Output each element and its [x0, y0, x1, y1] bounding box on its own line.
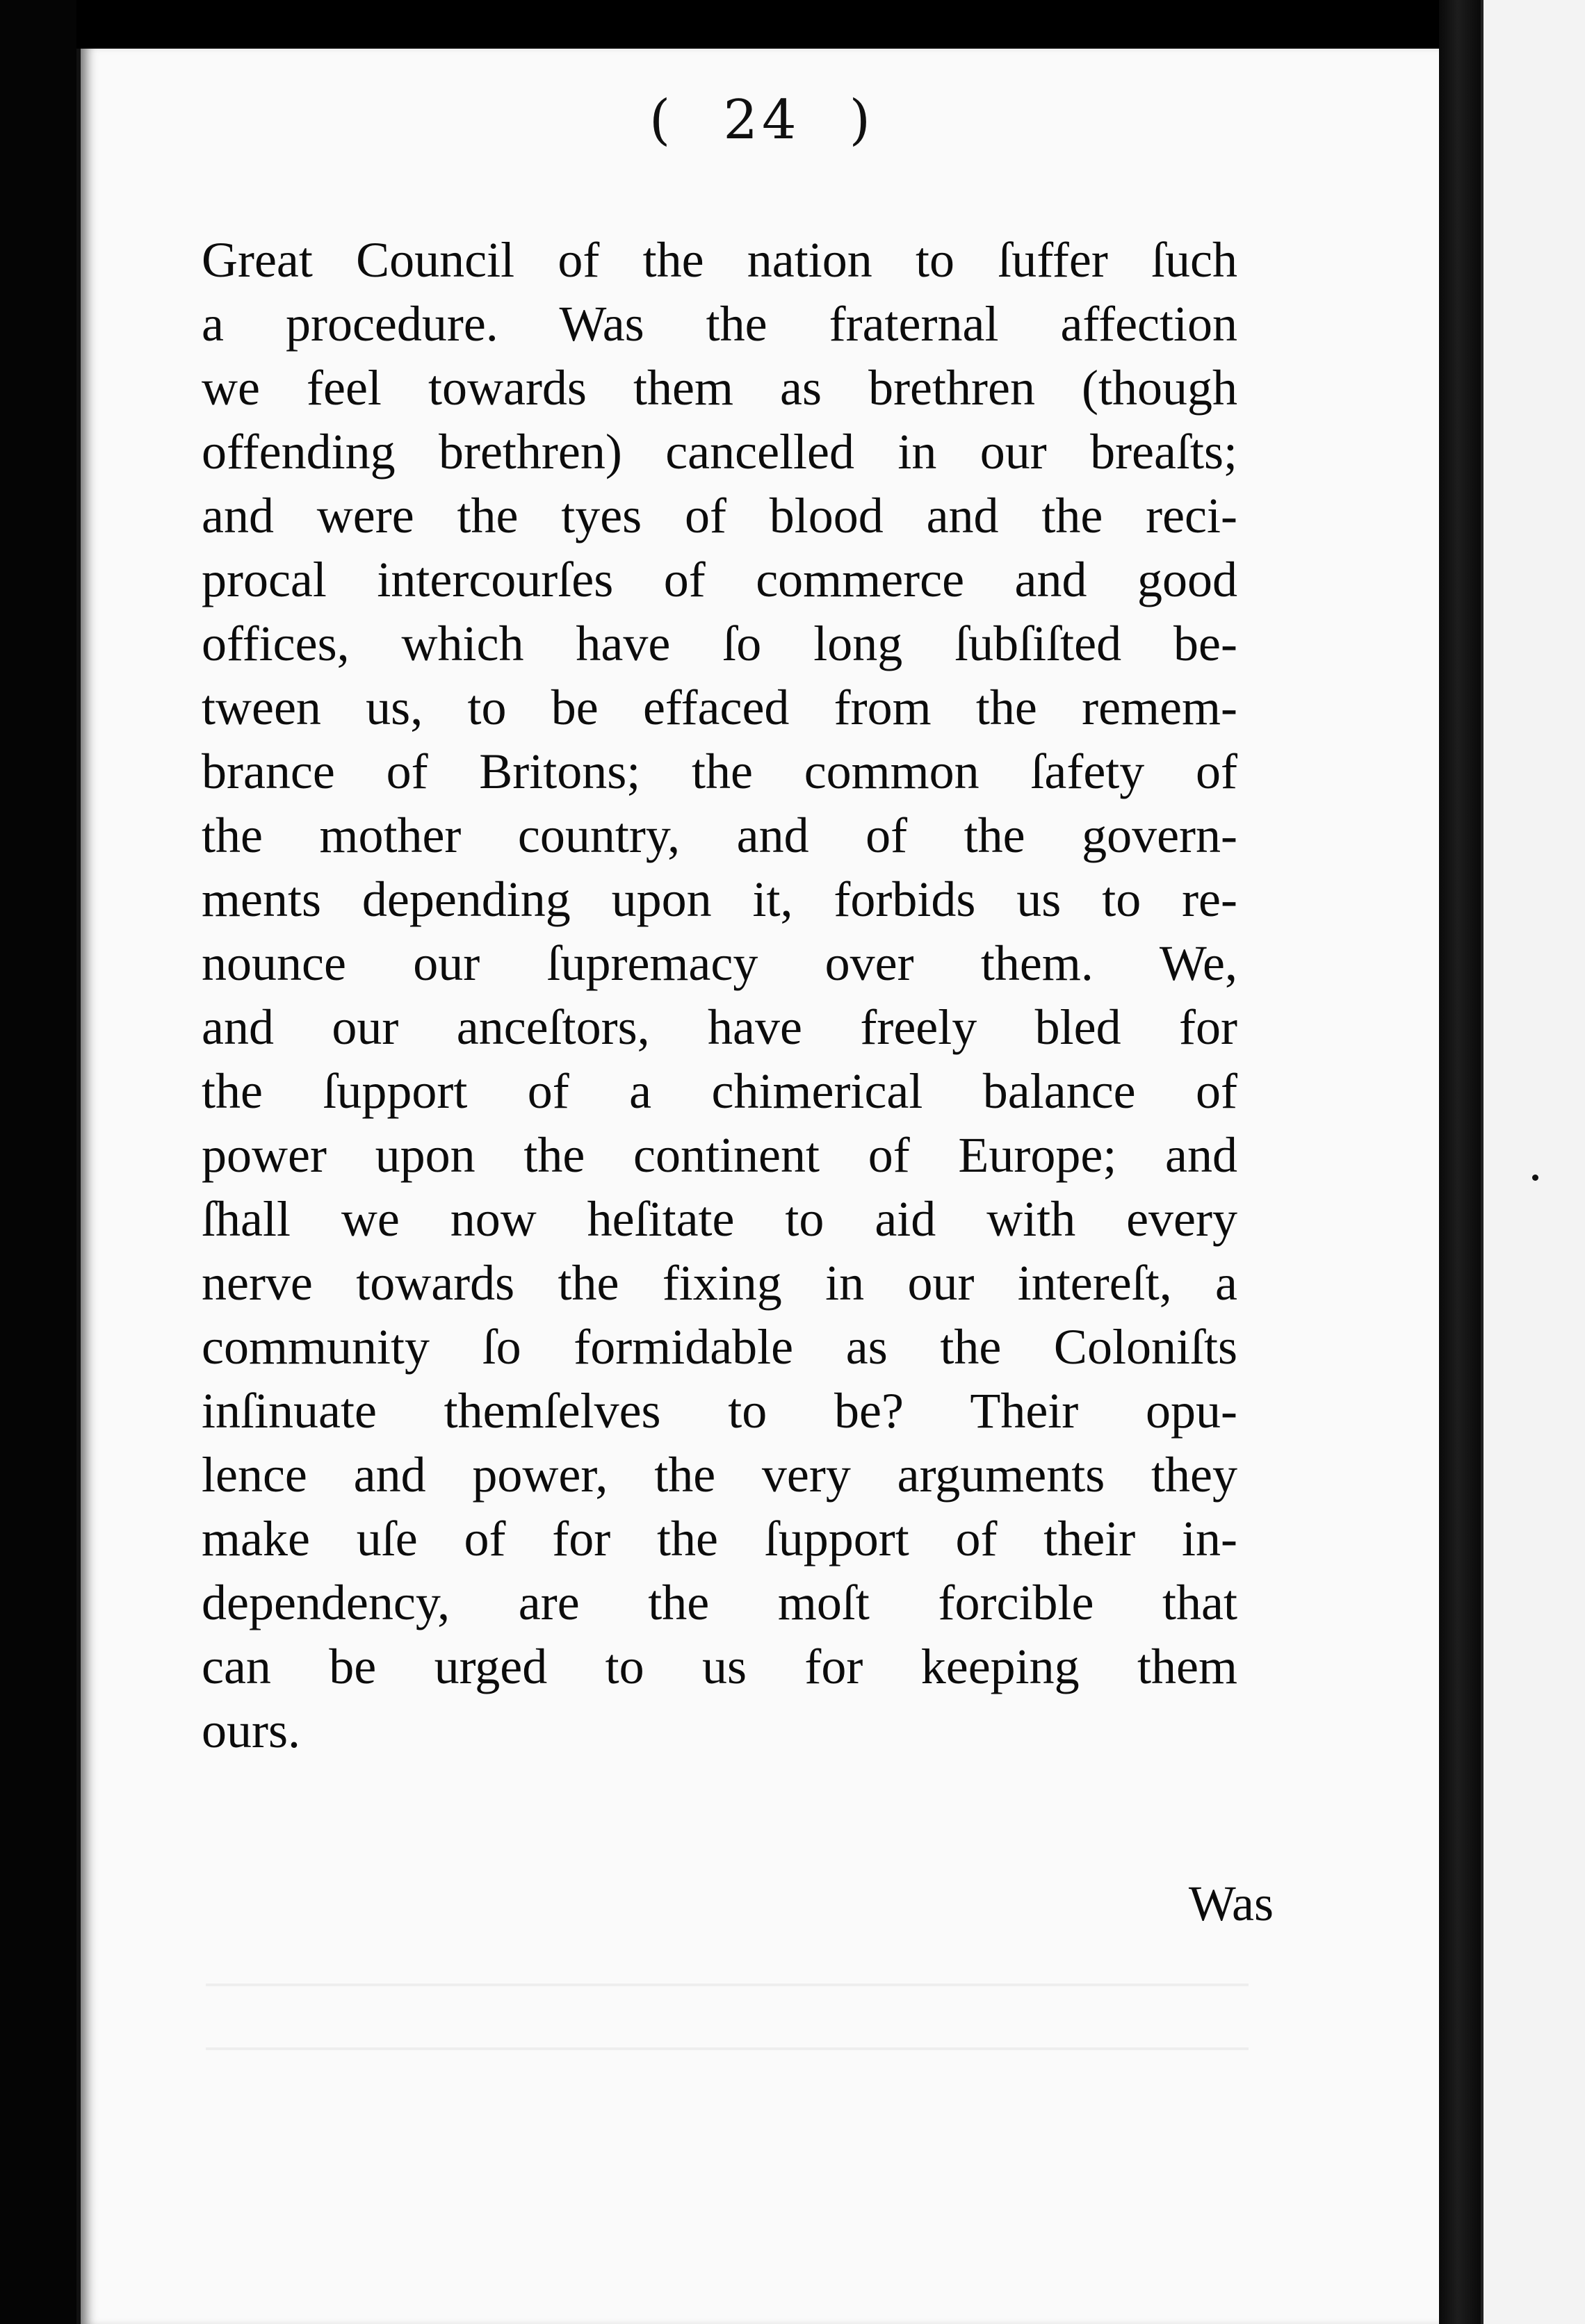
text-line: procal intercourſes of commerce and good — [202, 552, 1237, 607]
text-line: offending brethren) cancelled in our breaſts; — [202, 424, 1237, 480]
page-edge-shadow — [0, 0, 76, 2324]
text-line: tween us, to be effaced from the remem- — [202, 680, 1237, 735]
text-line: offices, which have ſo long ſubſiſted be- — [202, 616, 1237, 671]
text-line: ſhall we now heſitate to aid with every — [202, 1191, 1237, 1247]
text-line: and our anceſtors, have freely bled for — [202, 999, 1237, 1055]
text-line: the ſupport of a chimerical balance of — [202, 1063, 1237, 1119]
page-number-open-paren: ( — [649, 89, 675, 152]
text-line: and were the tyes of blood and the reci- — [202, 488, 1237, 543]
text-line: nerve towards the fixing in our intereſt, a — [202, 1255, 1237, 1311]
text-line: Great Council of the nation to ſuffer ſuch — [202, 232, 1237, 288]
text-line: can be urged to us for keeping them — [202, 1639, 1237, 1694]
page-number-close-paren: ) — [849, 89, 875, 152]
text-line: dependency, are the moſt forcible that — [202, 1575, 1237, 1630]
page-number: 24 — [723, 89, 801, 152]
book-gutter — [1439, 0, 1481, 2324]
text-line: community ſo formidable as the Coloniſts — [202, 1319, 1237, 1375]
text-line: we feel towards them as brethren (though — [202, 360, 1237, 416]
text-line: make uſe of for the ſupport of their in- — [202, 1511, 1237, 1566]
text-line: ments depending upon it, forbids us to re- — [202, 872, 1237, 927]
ink-speck — [1532, 1175, 1538, 1181]
catchword: Was — [1188, 1876, 1274, 1931]
text-line: brance of Britons; the common ſafety of — [202, 744, 1237, 799]
show-through-bleed — [206, 1925, 1249, 2050]
text-line: the mother country, and of the govern- — [202, 808, 1237, 863]
page-number-header — [81, 89, 1443, 152]
text-line: lence and power, the very arguments they — [202, 1447, 1237, 1503]
body-text — [202, 228, 1237, 1762]
text-line: nounce our ſupremacy over them. We, — [202, 935, 1237, 991]
text-line: a procedure. Was the fraternal affection — [202, 296, 1237, 352]
text-line: inſinuate themſelves to be? Their opu- — [202, 1383, 1237, 1439]
book-page — [76, 49, 1443, 2324]
text-line-final: ours. — [202, 1703, 300, 1758]
text-line: power upon the continent of Europe; and — [202, 1127, 1237, 1183]
facing-page-edge — [1481, 0, 1585, 2324]
